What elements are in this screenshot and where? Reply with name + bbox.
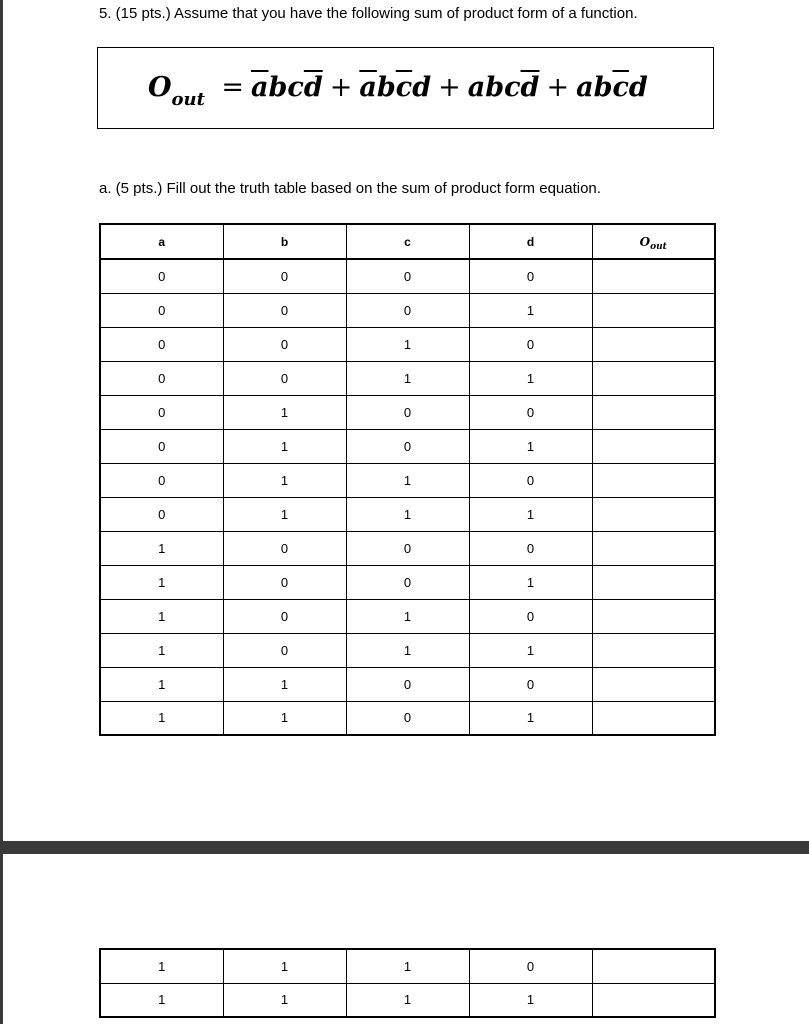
equation-box <box>97 47 714 129</box>
cell-b: 1 <box>223 429 346 463</box>
o-out-cell[interactable] <box>592 983 715 1017</box>
equation-terms <box>251 72 648 103</box>
sop-equation <box>148 72 648 110</box>
cell-a: 0 <box>100 395 223 429</box>
question-text: 5. (15 pts.) Assume that you have the following sum of product form of a function. <box>99 5 638 22</box>
cell-a: 0 <box>100 429 223 463</box>
cell-b: 0 <box>223 293 346 327</box>
cell-c: 1 <box>346 497 469 531</box>
literal-b: b <box>593 72 613 103</box>
cell-d: 1 <box>469 983 592 1017</box>
o-out-cell[interactable] <box>592 259 715 293</box>
cell-c: 0 <box>346 395 469 429</box>
cell-a: 1 <box>100 531 223 565</box>
header-c: c <box>346 224 469 259</box>
cell-c: 0 <box>346 701 469 735</box>
minterm-4 <box>576 72 648 103</box>
cell-c: 0 <box>346 667 469 701</box>
cell-b: 0 <box>223 599 346 633</box>
literal-d: d <box>412 72 432 103</box>
cell-b: 0 <box>223 633 346 667</box>
o-out-cell[interactable] <box>592 327 715 361</box>
cell-d: 0 <box>469 667 592 701</box>
cell-b: 1 <box>223 949 346 983</box>
literal-a-complement: $\overline{a}$ <box>359 72 377 103</box>
cell-d: 0 <box>469 395 592 429</box>
o-out-cell[interactable] <box>592 361 715 395</box>
cell-c: 1 <box>346 361 469 395</box>
cell-c: 0 <box>346 259 469 293</box>
cell-b: 0 <box>223 259 346 293</box>
table-row <box>100 949 715 983</box>
equation-plus: + <box>546 72 570 103</box>
cell-a: 1 <box>100 983 223 1017</box>
cell-a: 1 <box>100 565 223 599</box>
cell-a: 1 <box>100 633 223 667</box>
cell-a: 0 <box>100 259 223 293</box>
cell-d: 0 <box>469 463 592 497</box>
literal-c-complement: $\overline{c}$ <box>612 72 629 103</box>
equation-lhs: O <box>148 72 172 103</box>
cell-c: 1 <box>346 949 469 983</box>
equation-plus: + <box>438 72 461 103</box>
cell-b: 0 <box>223 565 346 599</box>
table-row <box>100 293 715 327</box>
header-b: b <box>223 224 346 259</box>
cell-a: 1 <box>100 949 223 983</box>
table-row <box>100 361 715 395</box>
o-out-cell[interactable] <box>592 565 715 599</box>
table-row <box>100 497 715 531</box>
cell-c: 0 <box>346 293 469 327</box>
table-row <box>100 701 715 735</box>
cell-b: 1 <box>223 497 346 531</box>
cell-d: 0 <box>469 599 592 633</box>
cell-b: 1 <box>223 667 346 701</box>
table-row <box>100 395 715 429</box>
o-out-cell[interactable] <box>592 701 715 735</box>
cell-c: 1 <box>346 983 469 1017</box>
cell-b: 0 <box>223 327 346 361</box>
o-out-cell[interactable] <box>592 463 715 497</box>
cell-a: 0 <box>100 497 223 531</box>
cell-b: 0 <box>223 531 346 565</box>
literal-a: a <box>467 72 486 103</box>
cell-d: 1 <box>469 633 592 667</box>
literal-d-complement: $\overline{d}$ <box>520 72 540 103</box>
cell-d: 1 <box>469 293 592 327</box>
cell-a: 0 <box>100 293 223 327</box>
o-out-cell[interactable] <box>592 667 715 701</box>
cell-a: 1 <box>100 701 223 735</box>
table-row <box>100 633 715 667</box>
cell-d: 0 <box>469 259 592 293</box>
literal-d-complement: $\overline{d}$ <box>303 72 323 103</box>
o-out-cell[interactable] <box>592 429 715 463</box>
truth-table-header-row <box>100 224 715 259</box>
literal-c-complement: $\overline{c}$ <box>395 72 413 103</box>
literal-b: b <box>268 72 288 103</box>
header-d: d <box>469 224 592 259</box>
o-out-cell[interactable] <box>592 599 715 633</box>
minterm-1 <box>251 72 323 103</box>
literal-a-complement: $\overline{a}$ <box>250 72 269 103</box>
cell-c: 0 <box>346 565 469 599</box>
cell-b: 1 <box>223 983 346 1017</box>
table-row <box>100 429 715 463</box>
cell-d: 1 <box>469 361 592 395</box>
minterm-3 <box>468 72 540 103</box>
literal-c: c <box>287 72 304 103</box>
header-o-out: $O_{out}$ <box>592 224 715 259</box>
literal-d: d <box>628 72 648 103</box>
cell-d: 1 <box>469 497 592 531</box>
o-out-cell[interactable] <box>592 497 715 531</box>
cell-c: 0 <box>346 531 469 565</box>
cell-a: 1 <box>100 667 223 701</box>
table-row <box>100 983 715 1017</box>
cell-d: 1 <box>469 429 592 463</box>
cell-b: 1 <box>223 463 346 497</box>
cell-d: 0 <box>469 327 592 361</box>
equation-equals: = <box>221 72 244 103</box>
equation-lhs-subscript: out <box>171 89 205 110</box>
cell-c: 1 <box>346 327 469 361</box>
cell-a: 0 <box>100 327 223 361</box>
o-out-cell[interactable] <box>592 633 715 667</box>
cell-d: 0 <box>469 949 592 983</box>
part-a-instruction: a. (5 pts.) Fill out the truth table based on the sum of product form equation. <box>99 180 601 197</box>
o-out-cell[interactable] <box>592 395 715 429</box>
minterm-2 <box>359 72 431 103</box>
table-row <box>100 463 715 497</box>
header-a: a <box>100 224 223 259</box>
cell-a: 1 <box>100 599 223 633</box>
cell-c: 1 <box>346 463 469 497</box>
page-break-bar <box>0 841 809 854</box>
literal-a: a <box>576 72 594 103</box>
o-out-cell[interactable] <box>592 293 715 327</box>
o-out-cell[interactable] <box>592 531 715 565</box>
table-row <box>100 565 715 599</box>
table-row <box>100 667 715 701</box>
cell-d: 0 <box>469 531 592 565</box>
table-row <box>100 259 715 293</box>
table-row <box>100 531 715 565</box>
cell-c: 0 <box>346 429 469 463</box>
cell-d: 1 <box>469 565 592 599</box>
truth-table <box>99 223 716 736</box>
cell-b: 1 <box>223 395 346 429</box>
cell-a: 0 <box>100 361 223 395</box>
literal-b: b <box>376 72 396 103</box>
o-out-cell[interactable] <box>592 949 715 983</box>
equation-plus: + <box>329 72 353 103</box>
cell-a: 0 <box>100 463 223 497</box>
cell-c: 1 <box>346 599 469 633</box>
table-row <box>100 327 715 361</box>
cell-b: 1 <box>223 701 346 735</box>
page-left-edge <box>0 0 3 1024</box>
cell-c: 1 <box>346 633 469 667</box>
literal-b: b <box>485 72 505 103</box>
literal-c: c <box>504 72 521 103</box>
truth-table-continued <box>99 948 716 1018</box>
cell-d: 1 <box>469 701 592 735</box>
table-row <box>100 599 715 633</box>
cell-b: 0 <box>223 361 346 395</box>
